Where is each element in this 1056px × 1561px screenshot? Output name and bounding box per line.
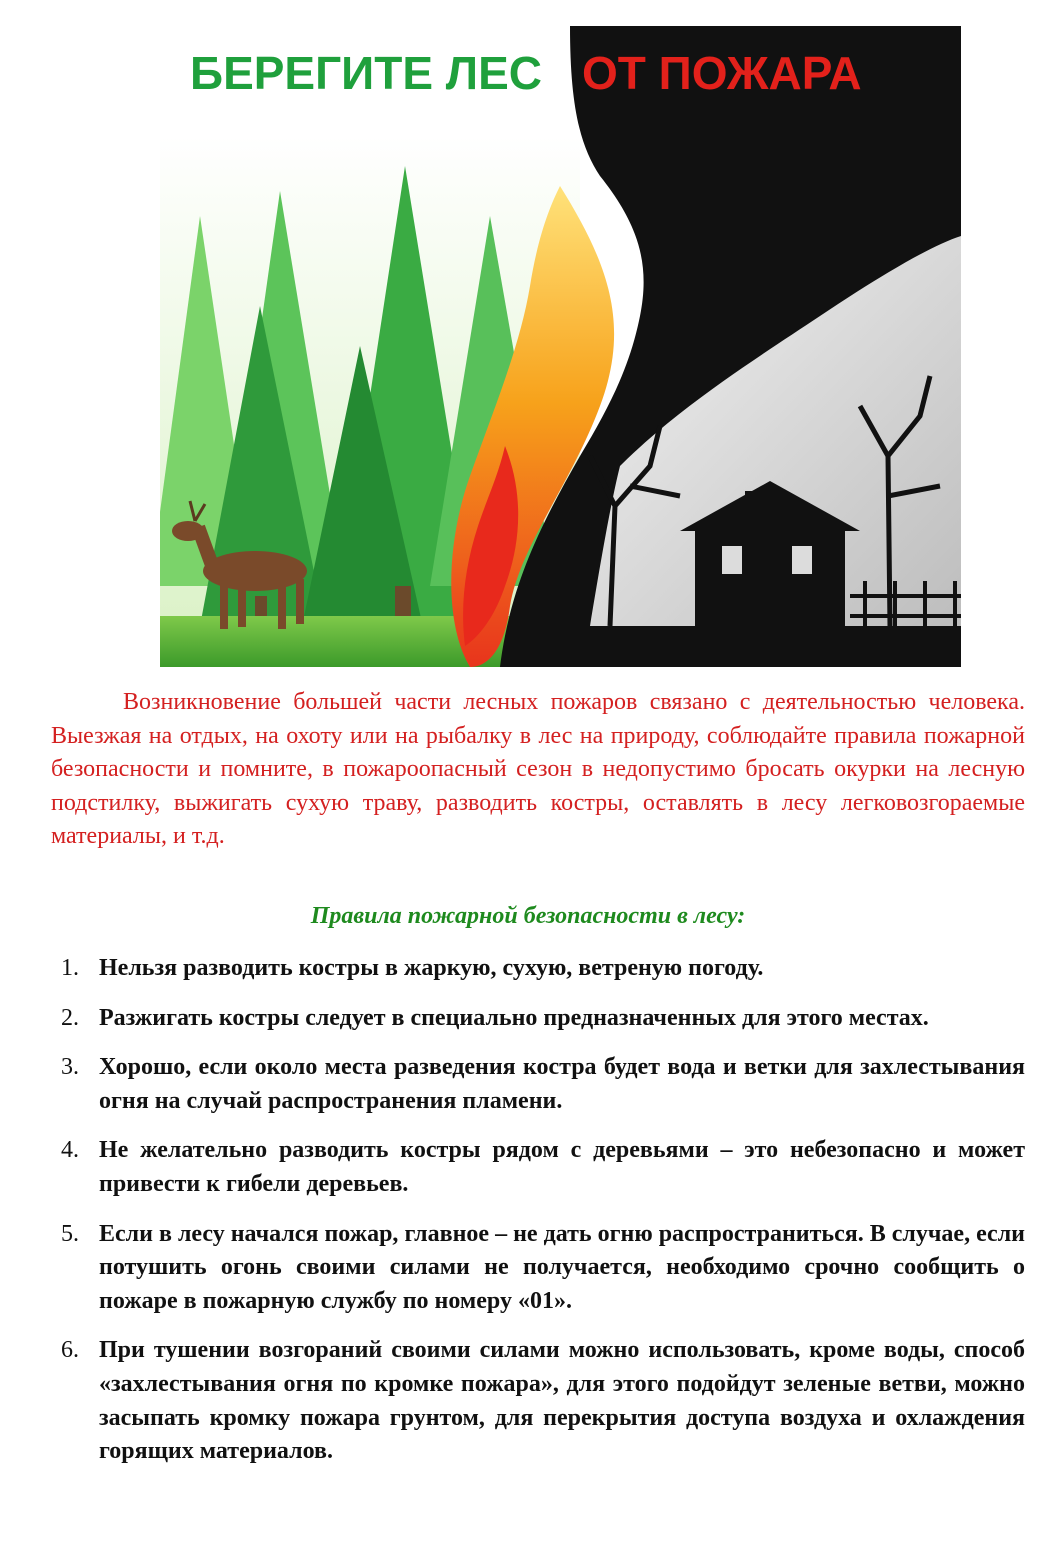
- fire-safety-poster: [160, 26, 961, 667]
- poster-illustration: [160, 26, 961, 667]
- rule-number: 1.: [61, 955, 79, 981]
- intro-paragraph: Возникновение большей части лесных пожаров связано с деятельностью человека. Выезжая на отдых, на охоту или на рыбалку в лес на природу, соблюдайте правила пожарной безопасности и помните, в пожароопасный сезон в недопустимо бросать окурки на лесную подстилку, выжигать сухую траву, разводить костры, оставлять в лесу легковозгораемые материалы, и т.д.: [51, 689, 1025, 850]
- rule-number: 2.: [61, 1004, 79, 1031]
- rule-number: 5.: [61, 1220, 79, 1247]
- rule-item: [51, 952, 1025, 986]
- rule-text: Хорошо, если около места разведения костра будет вода и ветки для захлестывания огня на случай распространения пламени.: [99, 1054, 1025, 1114]
- rule-text: Разжигать костры следует в специально предназначенных для этого местах.: [99, 1004, 929, 1031]
- rule-number: 4.: [61, 1137, 79, 1164]
- poster-title-left: БЕРЕГИТЕ ЛЕС: [190, 47, 542, 99]
- rule-number: 6.: [61, 1337, 79, 1364]
- rule-item: [51, 1134, 1025, 1201]
- rule-text: Нельзя разводить костры в жаркую, сухую, ветреную погоду.: [99, 955, 764, 981]
- rule-item: [51, 1002, 1025, 1036]
- rule-item: [51, 1051, 1025, 1118]
- rule-number: 3.: [61, 1054, 79, 1081]
- poster-title-right: ОТ ПОЖАРА: [582, 47, 862, 99]
- rule-text: При тушении возгораний своими силами можно использовать, кроме воды, способ «захлестывания огня по кромке пожара», для этого подойдут зеленые ветви, можно засыпать кромку пожара грунтом, для перекрытия доступа воздуха и охлаждения горящих материалов.: [99, 1337, 1025, 1465]
- rule-item: [51, 1218, 1025, 1319]
- rule-text: Не желательно разводить костры рядом с деревьями – это небезопасно и может привести к гибели деревьев.: [99, 1137, 1025, 1197]
- rule-text: Если в лесу начался пожар, главное – не дать огню распространиться. В случае, если потушить огонь своими силами не получается, необходимо срочно сообщить о пожаре в пожарную службу по номеру «01».: [99, 1220, 1025, 1314]
- rules-list: [51, 952, 1025, 1485]
- rule-item: [51, 1334, 1025, 1468]
- rules-title: Правила пожарной безопасности в лесу:: [310, 903, 746, 929]
